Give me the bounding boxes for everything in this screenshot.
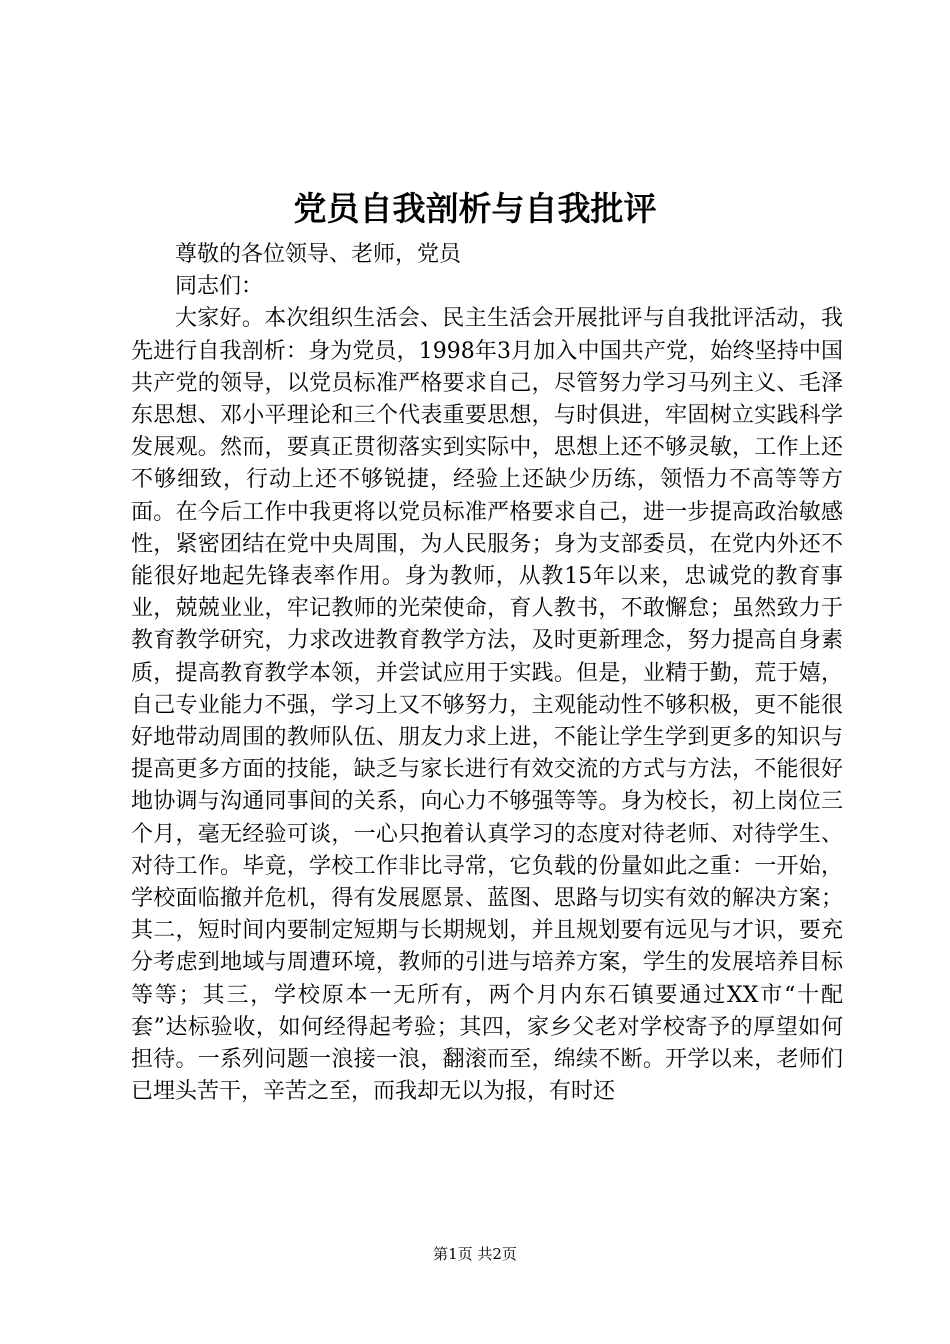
- document-title: 党员自我剖析与自我批评: [293, 189, 657, 228]
- page-indicator: 第1页 共2页: [433, 1245, 517, 1263]
- salutation-line: 同志们：: [175, 274, 264, 300]
- body-paragraph: 大家好。本次组织生活会、民主生活会开展批评与自我批评活动，我先进行自我剖析：身为党员，1998年3月加入中国共产党，始终坚持中国共产党的领导，以党员标准严格要求自己，尽管努力学习马列主义、毛泽东思想、邓小平理论和三个代表重要思想，与时俱进，牢固树立实践科学发展观。然而，要真正贯彻落实到实际中，思想上还不够灵敏，工作上还不够细致，行动上还不够锐捷，经验上还缺少历练，领悟力不高等等方面。在今后工作中我更将以党员标准严格要求自己，进一步提高政治敏感性，紧密团结在党中央周围，为人民服务；身为支部委员，在党内外还不能很好地起先锋表率作用。身为教师，从教15年以来，忠诚党的教育事业，兢兢业业，牢记教师的光荣使命，育人教书，不敢懈怠；虽然致力于教育教学研究，力求改进教育教学方法，及时更新理念，努力提高自身素质，提高教育教学本领，并尝试应用于实践。但是，业精于勤，荒于嬉，自己专业能力不强，学习上又不够努力，主观能动性不够积极，更不能很好地带动周围的教师队伍、朋友力求上进，不能让学生学到更多的知识与提高更多方面的技能，缺乏与家长进行有效交流的方式与方法，不能很好地协调与沟通同事间的关系，向心力不够强等等。身为校长，初上岗位三个月，毫无经验可谈，一心只抱着认真学习的态度对待老师、对待学生、对待工作。毕竟，学校工作非比寻常，它负载的份量如此之重：一开始，学校面临撤并危机，得有发展愿景、蓝图、思路与切实有效的解决方案；其二，短时间内要制定短期与长期规划，并且规划要有远见与才识，要充分考虑到地域与周遭环境，教师的引进与培养方案，学生的发展培养目标等等；其三，学校原本一无所有，两个月内东石镇要通过XX市“十配套”达标验收，如何经得起考验；其四，家乡父老对学校寄予的厚望如何担待。一系列问题一浪接一浪，翻滚而至，绵续不断。开学以来，老师们已埋头苦干，辛苦之至，而我却无以为报，有时还: [131, 306, 843, 1105]
- document-body: [131, 239, 843, 1108]
- salutation-line: 尊敬的各位领导、老师，党员: [175, 242, 462, 267]
